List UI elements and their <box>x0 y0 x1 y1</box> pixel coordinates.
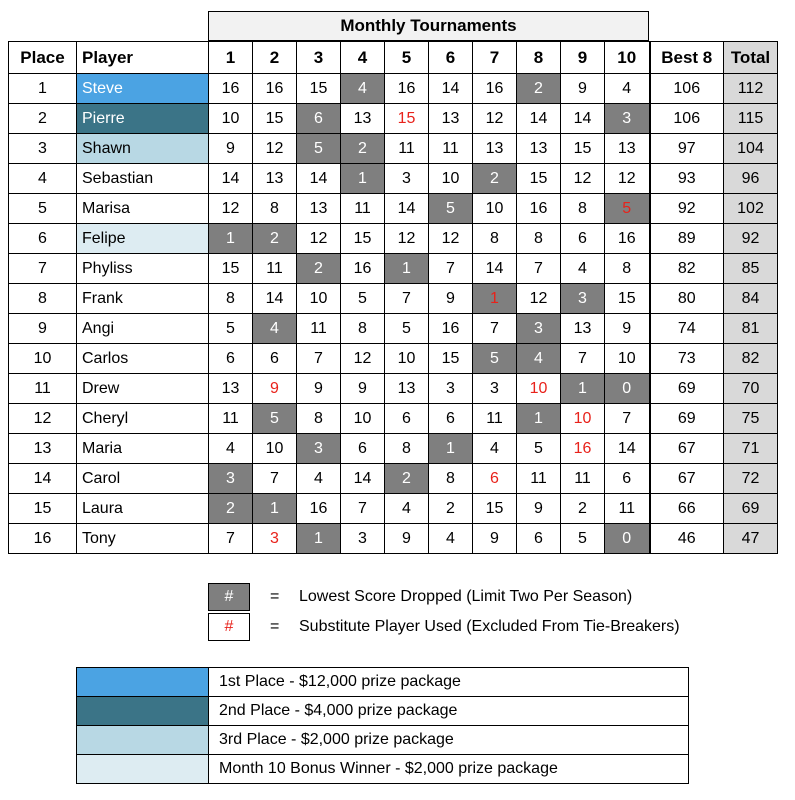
prize-legend-row <box>77 697 689 726</box>
player-name-cell: Carlos <box>77 344 209 374</box>
score-cell: 15 <box>253 104 297 134</box>
player-name-cell: Steve <box>77 74 209 104</box>
score-cell: 14 <box>297 164 341 194</box>
score-cell: 13 <box>517 134 561 164</box>
best8-cell: 106 <box>650 74 724 104</box>
score-cell: 2 <box>561 494 605 524</box>
score-cell: 13 <box>253 164 297 194</box>
table-row <box>9 284 778 314</box>
score-cell: 15 <box>517 164 561 194</box>
score-cell: 5 <box>253 404 297 434</box>
table-row <box>9 104 778 134</box>
best8-cell: 106 <box>650 104 724 134</box>
prize-color-swatch <box>77 755 209 784</box>
table-row <box>9 404 778 434</box>
score-cell: 15 <box>341 224 385 254</box>
score-cell: 16 <box>561 434 605 464</box>
score-cell: 16 <box>297 494 341 524</box>
player-name-cell: Felipe <box>77 224 209 254</box>
score-cell: 6 <box>429 404 473 434</box>
score-cell: 16 <box>341 254 385 284</box>
best8-cell: 66 <box>650 494 724 524</box>
best8-cell: 67 <box>650 434 724 464</box>
column-header-month-2: 2 <box>253 42 297 74</box>
score-cell: 10 <box>297 284 341 314</box>
score-cell: 9 <box>429 284 473 314</box>
standings-table <box>8 41 778 554</box>
score-cell: 8 <box>341 314 385 344</box>
total-cell: 69 <box>724 494 778 524</box>
best8-cell: 89 <box>650 224 724 254</box>
dropped-score-description: Lowest Score Dropped (Limit Two Per Season) <box>299 588 633 605</box>
score-cell: 14 <box>473 254 517 284</box>
score-cell: 4 <box>297 464 341 494</box>
score-cell: 2 <box>297 254 341 284</box>
prize-label: Month 10 Bonus Winner - $2,000 prize package <box>209 755 689 784</box>
score-cell: 3 <box>517 314 561 344</box>
player-name-cell: Pierre <box>77 104 209 134</box>
table-row <box>9 464 778 494</box>
score-cell: 4 <box>605 74 650 104</box>
player-name-cell: Frank <box>77 284 209 314</box>
prize-legend-row <box>77 726 689 755</box>
column-header-month-3: 3 <box>297 42 341 74</box>
score-cell: 15 <box>297 74 341 104</box>
best8-cell: 69 <box>650 374 724 404</box>
total-cell: 102 <box>724 194 778 224</box>
column-header-best8: Best 8 <box>650 42 724 74</box>
score-cell: 2 <box>385 464 429 494</box>
score-cell: 14 <box>605 434 650 464</box>
total-cell: 82 <box>724 344 778 374</box>
total-cell: 75 <box>724 404 778 434</box>
score-cell: 5 <box>473 344 517 374</box>
prize-legend <box>76 667 689 784</box>
score-cell: 8 <box>605 254 650 284</box>
score-cell: 9 <box>253 374 297 404</box>
total-cell: 81 <box>724 314 778 344</box>
table-row <box>9 134 778 164</box>
score-cell: 1 <box>561 374 605 404</box>
place-cell: 12 <box>9 404 77 434</box>
score-cell: 8 <box>473 224 517 254</box>
place-cell: 2 <box>9 104 77 134</box>
score-cell: 10 <box>385 344 429 374</box>
score-cell: 9 <box>341 374 385 404</box>
score-cell: 2 <box>517 74 561 104</box>
score-cell: 15 <box>209 254 253 284</box>
column-header-month-8: 8 <box>517 42 561 74</box>
place-cell: 9 <box>9 314 77 344</box>
score-cell: 2 <box>341 134 385 164</box>
dropped-score-swatch <box>208 583 250 611</box>
score-cell: 14 <box>341 464 385 494</box>
score-cell: 7 <box>429 254 473 284</box>
score-cell: 13 <box>605 134 650 164</box>
score-cell: 8 <box>253 194 297 224</box>
prize-color-swatch <box>77 697 209 726</box>
score-cell: 5 <box>605 194 650 224</box>
player-name-cell: Carol <box>77 464 209 494</box>
score-cell: 9 <box>517 494 561 524</box>
substitute-player-description: Substitute Player Used (Excluded From Tie-Breakers) <box>299 618 680 635</box>
total-cell: 104 <box>724 134 778 164</box>
player-name-cell: Sebastian <box>77 164 209 194</box>
column-header-total: Total <box>724 42 778 74</box>
score-cell: 3 <box>429 374 473 404</box>
score-cell: 12 <box>517 284 561 314</box>
best8-cell: 74 <box>650 314 724 344</box>
score-cell: 7 <box>209 524 253 554</box>
table-row <box>9 314 778 344</box>
score-cell: 3 <box>341 524 385 554</box>
score-cell: 8 <box>517 224 561 254</box>
prize-color-swatch <box>77 668 209 697</box>
score-cell: 14 <box>517 104 561 134</box>
score-cell: 14 <box>209 164 253 194</box>
score-cell: 8 <box>209 284 253 314</box>
score-cell: 12 <box>473 104 517 134</box>
score-cell: 10 <box>209 104 253 134</box>
prize-label: 2nd Place - $4,000 prize package <box>209 697 689 726</box>
score-cell: 1 <box>473 284 517 314</box>
score-cell: 2 <box>429 494 473 524</box>
score-cell: 1 <box>429 434 473 464</box>
column-header-month-5: 5 <box>385 42 429 74</box>
table-row <box>9 74 778 104</box>
score-cell: 11 <box>385 134 429 164</box>
substitute-player-symbol: # <box>224 618 234 635</box>
place-cell: 4 <box>9 164 77 194</box>
player-name-cell: Drew <box>77 374 209 404</box>
place-cell: 10 <box>9 344 77 374</box>
column-header-month-7: 7 <box>473 42 517 74</box>
score-cell: 16 <box>385 74 429 104</box>
score-cell: 6 <box>297 104 341 134</box>
table-row <box>9 194 778 224</box>
score-cell: 9 <box>561 74 605 104</box>
score-cell: 11 <box>341 194 385 224</box>
standings-body <box>9 74 778 554</box>
score-cell: 15 <box>473 494 517 524</box>
best8-cell: 93 <box>650 164 724 194</box>
score-cell: 14 <box>253 284 297 314</box>
table-row <box>9 374 778 404</box>
score-cell: 3 <box>209 464 253 494</box>
prize-legend-row <box>77 668 689 697</box>
score-cell: 14 <box>429 74 473 104</box>
player-name-cell: Shawn <box>77 134 209 164</box>
score-cell: 9 <box>473 524 517 554</box>
score-cell: 15 <box>385 104 429 134</box>
column-header-player: Player <box>77 42 209 74</box>
score-cell: 6 <box>385 404 429 434</box>
score-cell: 2 <box>209 494 253 524</box>
score-cell: 6 <box>517 524 561 554</box>
substitute-player-swatch <box>208 613 250 641</box>
table-row <box>9 254 778 284</box>
score-cell: 16 <box>473 74 517 104</box>
score-cell: 2 <box>253 224 297 254</box>
dropped-score-symbol: # <box>224 588 234 605</box>
score-cell: 12 <box>385 224 429 254</box>
score-cell: 9 <box>297 374 341 404</box>
total-cell: 92 <box>724 224 778 254</box>
score-cell: 11 <box>209 404 253 434</box>
player-name-cell: Laura <box>77 494 209 524</box>
score-cell: 10 <box>561 404 605 434</box>
score-cell: 10 <box>605 344 650 374</box>
score-cell: 5 <box>385 314 429 344</box>
score-cell: 11 <box>605 494 650 524</box>
column-header-month-6: 6 <box>429 42 473 74</box>
place-cell: 8 <box>9 284 77 314</box>
place-cell: 1 <box>9 74 77 104</box>
total-cell: 85 <box>724 254 778 284</box>
score-cell: 13 <box>473 134 517 164</box>
total-cell: 115 <box>724 104 778 134</box>
score-cell: 3 <box>253 524 297 554</box>
score-cell: 13 <box>561 314 605 344</box>
column-header-month-4: 4 <box>341 42 385 74</box>
score-cell: 9 <box>605 314 650 344</box>
score-cell: 3 <box>605 104 650 134</box>
place-cell: 3 <box>9 134 77 164</box>
score-cell: 4 <box>385 494 429 524</box>
score-cell: 3 <box>561 284 605 314</box>
score-cell: 1 <box>385 254 429 284</box>
score-cell: 11 <box>473 404 517 434</box>
place-cell: 7 <box>9 254 77 284</box>
table-row <box>9 224 778 254</box>
score-cell: 13 <box>429 104 473 134</box>
score-cell: 8 <box>297 404 341 434</box>
table-row <box>9 434 778 464</box>
place-cell: 15 <box>9 494 77 524</box>
best8-cell: 67 <box>650 464 724 494</box>
total-cell: 84 <box>724 284 778 314</box>
score-cell: 4 <box>209 434 253 464</box>
score-cell: 13 <box>297 194 341 224</box>
score-cell: 12 <box>209 194 253 224</box>
score-cell: 3 <box>473 374 517 404</box>
column-header-place: Place <box>9 42 77 74</box>
total-cell: 71 <box>724 434 778 464</box>
page-title: Monthly Tournaments <box>340 16 517 35</box>
score-cell: 16 <box>209 74 253 104</box>
player-name-cell: Maria <box>77 434 209 464</box>
best8-cell: 82 <box>650 254 724 284</box>
player-name-cell: Phyliss <box>77 254 209 284</box>
score-cell: 4 <box>561 254 605 284</box>
best8-cell: 92 <box>650 194 724 224</box>
score-cell: 11 <box>253 254 297 284</box>
total-cell: 70 <box>724 374 778 404</box>
total-cell: 72 <box>724 464 778 494</box>
score-cell: 9 <box>209 134 253 164</box>
score-cell: 6 <box>253 344 297 374</box>
score-cell: 6 <box>561 224 605 254</box>
place-cell: 11 <box>9 374 77 404</box>
header-row <box>9 42 778 74</box>
score-cell: 7 <box>517 254 561 284</box>
score-cell: 6 <box>473 464 517 494</box>
score-cell: 4 <box>429 524 473 554</box>
score-cell: 7 <box>297 344 341 374</box>
score-cell: 5 <box>341 284 385 314</box>
score-cell: 1 <box>517 404 561 434</box>
score-cell: 14 <box>385 194 429 224</box>
score-cell: 4 <box>341 74 385 104</box>
score-cell: 15 <box>429 344 473 374</box>
score-cell: 8 <box>561 194 605 224</box>
column-header-month-9: 9 <box>561 42 605 74</box>
score-cell: 14 <box>561 104 605 134</box>
score-cell: 7 <box>473 314 517 344</box>
score-cell: 1 <box>253 494 297 524</box>
table-row <box>9 494 778 524</box>
score-cell: 4 <box>253 314 297 344</box>
score-cell: 0 <box>605 524 650 554</box>
score-cell: 16 <box>605 224 650 254</box>
score-cell: 10 <box>473 194 517 224</box>
score-cell: 12 <box>429 224 473 254</box>
score-cell: 6 <box>605 464 650 494</box>
best8-cell: 73 <box>650 344 724 374</box>
score-cell: 7 <box>253 464 297 494</box>
score-cell: 6 <box>341 434 385 464</box>
prize-label: 3rd Place - $2,000 prize package <box>209 726 689 755</box>
score-cell: 5 <box>517 434 561 464</box>
table-row <box>9 524 778 554</box>
best8-cell: 97 <box>650 134 724 164</box>
place-cell: 14 <box>9 464 77 494</box>
prize-color-swatch <box>77 726 209 755</box>
score-cell: 10 <box>429 164 473 194</box>
score-cell: 16 <box>429 314 473 344</box>
best8-cell: 46 <box>650 524 724 554</box>
score-cell: 4 <box>473 434 517 464</box>
total-cell: 112 <box>724 74 778 104</box>
score-cell: 7 <box>605 404 650 434</box>
score-cell: 2 <box>473 164 517 194</box>
score-cell: 12 <box>341 344 385 374</box>
table-row <box>9 164 778 194</box>
score-cell: 13 <box>385 374 429 404</box>
score-cell: 0 <box>605 374 650 404</box>
score-cell: 16 <box>517 194 561 224</box>
place-cell: 5 <box>9 194 77 224</box>
score-cell: 11 <box>429 134 473 164</box>
equals-sign: = <box>270 618 280 635</box>
best8-cell: 69 <box>650 404 724 434</box>
score-cell: 5 <box>209 314 253 344</box>
score-cell: 8 <box>429 464 473 494</box>
prize-legend-body <box>77 668 689 784</box>
score-cell: 10 <box>517 374 561 404</box>
score-cell: 15 <box>561 134 605 164</box>
score-cell: 5 <box>561 524 605 554</box>
score-cell: 16 <box>253 74 297 104</box>
player-name-cell: Marisa <box>77 194 209 224</box>
score-cell: 11 <box>517 464 561 494</box>
score-cell: 1 <box>297 524 341 554</box>
total-cell: 96 <box>724 164 778 194</box>
score-cell: 5 <box>429 194 473 224</box>
score-cell: 11 <box>561 464 605 494</box>
place-cell: 16 <box>9 524 77 554</box>
score-cell: 7 <box>341 494 385 524</box>
place-cell: 13 <box>9 434 77 464</box>
score-cell: 10 <box>253 434 297 464</box>
table-row <box>9 344 778 374</box>
column-header-month-1: 1 <box>209 42 253 74</box>
score-cell: 9 <box>385 524 429 554</box>
score-cell: 13 <box>341 104 385 134</box>
player-name-cell: Angi <box>77 314 209 344</box>
score-cell: 7 <box>561 344 605 374</box>
monthly-tournaments-header <box>208 11 649 41</box>
score-cell: 8 <box>385 434 429 464</box>
score-cell: 12 <box>297 224 341 254</box>
score-cell: 15 <box>605 284 650 314</box>
score-cell: 13 <box>209 374 253 404</box>
score-cell: 6 <box>209 344 253 374</box>
score-cell: 1 <box>341 164 385 194</box>
score-cell: 3 <box>385 164 429 194</box>
column-header-month-10: 10 <box>605 42 650 74</box>
score-cell: 3 <box>297 434 341 464</box>
score-cell: 11 <box>297 314 341 344</box>
score-cell: 12 <box>561 164 605 194</box>
score-cell: 10 <box>341 404 385 434</box>
equals-sign: = <box>270 588 280 605</box>
place-cell: 6 <box>9 224 77 254</box>
prize-legend-row <box>77 755 689 784</box>
prize-label: 1st Place - $12,000 prize package <box>209 668 689 697</box>
score-cell: 7 <box>385 284 429 314</box>
score-cell: 12 <box>253 134 297 164</box>
best8-cell: 80 <box>650 284 724 314</box>
score-cell: 4 <box>517 344 561 374</box>
total-cell: 47 <box>724 524 778 554</box>
score-cell: 12 <box>605 164 650 194</box>
player-name-cell: Cheryl <box>77 404 209 434</box>
player-name-cell: Tony <box>77 524 209 554</box>
score-cell: 5 <box>297 134 341 164</box>
score-cell: 1 <box>209 224 253 254</box>
